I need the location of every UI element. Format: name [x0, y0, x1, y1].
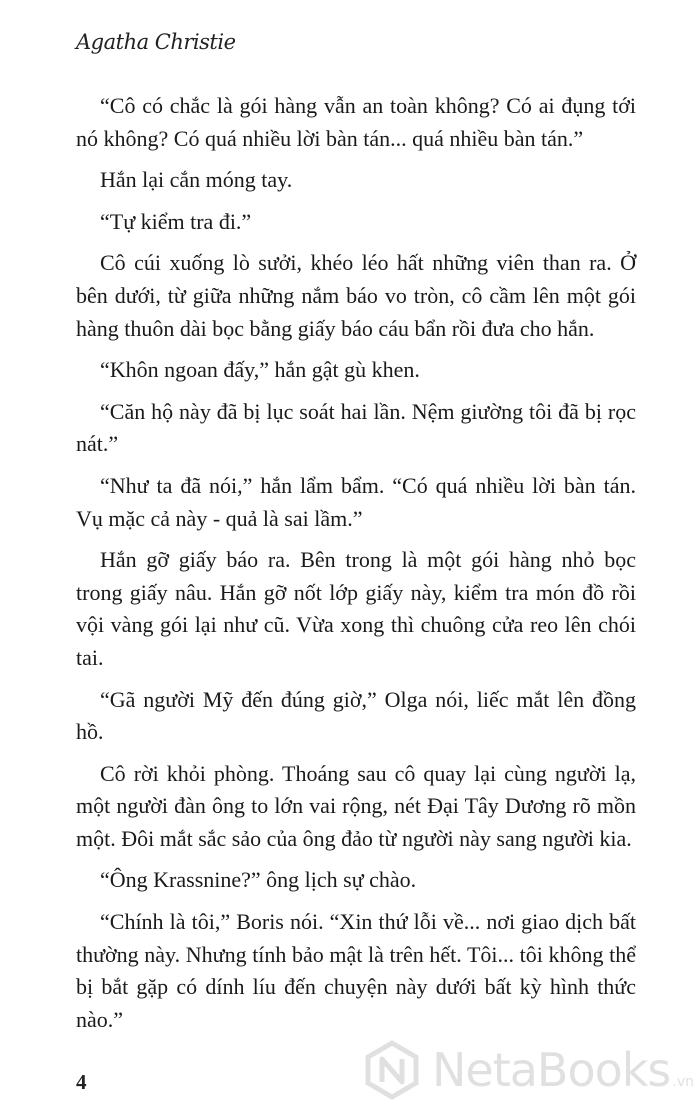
paragraph: “Căn hộ này đã bị lục soát hai lần. Nệm giường tôi đã bị rọc nát.”	[76, 398, 636, 457]
watermark	[362, 1040, 694, 1100]
netabooks-logo-icon	[362, 1040, 422, 1100]
page-number: 4	[76, 1070, 87, 1094]
paragraph: “Gã người Mỹ đến đúng giờ,” Olga nói, liếc mắt lên đồng hồ.	[76, 686, 636, 745]
paragraph: “Chính là tôi,” Boris nói. “Xin thứ lỗi về... nơi giao dịch bất thường này. Nhưng tính bảo mật là trên hết. Tôi... tôi không thể bị bắt gặp có dính líu đến chuyện này dưới bất kỳ hình thức nào.”	[76, 909, 636, 1032]
paragraph: Hắn lại cắn móng tay.	[100, 167, 293, 193]
paragraph: Cô rời khỏi phòng. Thoáng sau cô quay lại cùng người lạ, một người đàn ông to lớn vai rộng, nét Đại Tây Dương rõ mồn một. Đôi mắt sắc sảo của ông đảo từ người này sang người kia.	[76, 760, 636, 851]
watermark-suffix: .vn	[672, 1074, 694, 1090]
paragraph: Cô cúi xuống lò sưởi, khéo léo hất những viên than ra. Ở bên dưới, từ giữa những nắm báo vo tròn, cô cầm lên một gói hàng thuôn dài bọc bằng giấy báo cáu bẩn rồi đưa cho hắn.	[76, 250, 636, 341]
paragraph: “Như ta đã nói,” hắn lẩm bẩm. “Có quá nhiều lời bàn tán. Vụ mặc cả này - quả là sai lầm.”	[76, 472, 636, 531]
author-signature: Agatha Christie	[76, 30, 236, 54]
watermark-brand: NetaBooks	[432, 1043, 671, 1097]
body-text	[76, 90, 636, 1045]
paragraph: “Khôn ngoan đấy,” hắn gật gù khen.	[100, 357, 420, 383]
paragraph: “Cô có chắc là gói hàng vẫn an toàn không? Có ai đụng tới nó không? Có quá nhiều lời bàn tán... quá nhiều bàn tán.”	[76, 93, 636, 151]
paragraph: “Ông Krassnine?” ông lịch sự chào.	[100, 867, 417, 893]
paragraph: “Tự kiểm tra đi.”	[100, 208, 252, 234]
paragraph: Hắn gỡ giấy báo ra. Bên trong là một gói hàng nhỏ bọc trong giấy nâu. Hắn gỡ nốt lớp giấy này, kiểm tra món đồ rồi vội vàng gói lại như cũ. Vừa xong thì chuông cửa reo lên chói tai.	[76, 547, 636, 670]
